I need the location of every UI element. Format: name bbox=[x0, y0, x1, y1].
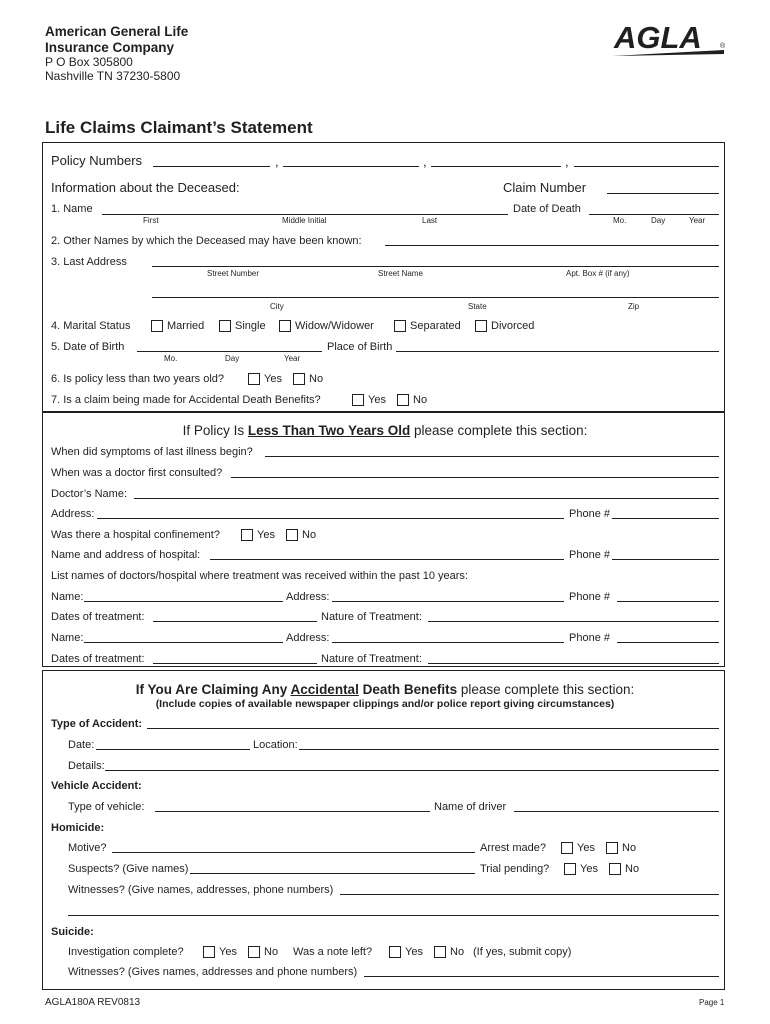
nature-treatment-field-2[interactable] bbox=[428, 663, 719, 664]
claim-number-field[interactable] bbox=[607, 193, 719, 194]
middle-initial-caption: Middle Initial bbox=[282, 216, 327, 225]
doctor-name-field[interactable] bbox=[134, 498, 719, 499]
place-of-birth-label: Place of Birth bbox=[327, 341, 393, 353]
two-year-title-suffix: please complete this section: bbox=[410, 423, 588, 438]
married-checkbox[interactable] bbox=[151, 320, 163, 332]
year-caption: Year bbox=[689, 216, 706, 225]
separated-label: Separated bbox=[410, 320, 461, 332]
arrest-made-label: Arrest made? bbox=[480, 842, 547, 854]
treatment-phone-field-2[interactable] bbox=[617, 642, 719, 643]
company-name bbox=[45, 24, 188, 56]
company-name-line2: Insurance Company bbox=[45, 40, 175, 55]
dob-day-caption: Day bbox=[225, 354, 240, 363]
treatment-address-field-1[interactable] bbox=[332, 601, 564, 602]
divorced-label: Divorced bbox=[491, 320, 535, 332]
no-label: No bbox=[622, 842, 637, 854]
accident-location-field[interactable] bbox=[299, 749, 719, 750]
claim-number-label: Claim Number bbox=[503, 180, 587, 195]
dates-treatment-field-1[interactable] bbox=[153, 621, 317, 622]
motive-label: Motive? bbox=[68, 842, 107, 854]
note-left-no-checkbox[interactable] bbox=[434, 946, 446, 958]
homicide-witnesses-field-2[interactable] bbox=[68, 915, 719, 916]
treatment-name-label-2: Name: bbox=[51, 632, 84, 644]
policy-number-field-3[interactable] bbox=[431, 166, 561, 167]
treatment-name-field-1[interactable] bbox=[84, 601, 283, 602]
investigation-complete-label: Investigation complete? bbox=[68, 946, 184, 958]
homicide-witnesses-field[interactable] bbox=[340, 894, 719, 895]
city-caption: City bbox=[270, 302, 284, 311]
name-of-driver-label: Name of driver bbox=[434, 801, 507, 813]
street-number-caption: Street Number bbox=[207, 269, 260, 278]
yes-label: Yes bbox=[405, 946, 423, 958]
type-of-accident-field[interactable] bbox=[147, 728, 719, 729]
form-code: AGLA180A REV0813 bbox=[45, 997, 141, 1008]
suicide-label: Suicide: bbox=[51, 926, 94, 938]
arrest-made-yes-checkbox[interactable] bbox=[561, 842, 573, 854]
married-label: Married bbox=[167, 320, 205, 332]
doctor-consulted-label: When was a doctor first consulted? bbox=[51, 467, 223, 479]
treatment-address-label-1: Address: bbox=[286, 591, 330, 603]
trial-pending-yes-checkbox[interactable] bbox=[564, 863, 576, 875]
hospital-confinement-label: Was there a hospital confinement? bbox=[51, 529, 220, 541]
marital-status-label: 4. Marital Status bbox=[51, 320, 131, 332]
form-title: Life Claims Claimant’s Statement bbox=[45, 118, 313, 137]
first-caption: First bbox=[143, 216, 159, 225]
dates-treatment-label-1: Dates of treatment: bbox=[51, 611, 145, 623]
last-address-label: 3. Last Address bbox=[51, 256, 127, 268]
policy-less-two-years-label: 6. Is policy less than two years old? bbox=[51, 373, 225, 385]
comma: , bbox=[565, 154, 569, 169]
separated-checkbox[interactable] bbox=[394, 320, 406, 332]
vehicle-accident-label: Vehicle Accident: bbox=[51, 780, 142, 792]
date-of-death-field[interactable] bbox=[589, 214, 719, 215]
if-yes-submit-note: (If yes, submit copy) bbox=[473, 946, 572, 958]
accidental-claim-yes-checkbox[interactable] bbox=[352, 394, 364, 406]
hospital-confinement-no-checkbox[interactable] bbox=[286, 529, 298, 541]
company-name-line1: American General Life bbox=[45, 24, 189, 39]
accidental-claim-no-checkbox[interactable] bbox=[397, 394, 409, 406]
yes-label: Yes bbox=[580, 863, 598, 875]
type-of-accident-label: Type of Accident: bbox=[51, 718, 143, 730]
comma: , bbox=[423, 154, 427, 169]
no-label: No bbox=[302, 529, 317, 541]
type-of-vehicle-field[interactable] bbox=[155, 811, 430, 812]
accidental-section-title bbox=[0, 682, 770, 697]
doctor-phone-label: Phone # bbox=[569, 508, 610, 520]
symptoms-label: When did symptoms of last illness begin? bbox=[51, 446, 253, 458]
investigation-yes-checkbox[interactable] bbox=[203, 946, 215, 958]
trial-pending-no-checkbox[interactable] bbox=[609, 863, 621, 875]
investigation-no-checkbox[interactable] bbox=[248, 946, 260, 958]
date-of-death-label: Date of Death bbox=[513, 203, 581, 215]
treatment-phone-label-2: Phone # bbox=[569, 632, 610, 644]
arrest-made-no-checkbox[interactable] bbox=[606, 842, 618, 854]
note-left-yes-checkbox[interactable] bbox=[389, 946, 401, 958]
accident-location-label: Location: bbox=[253, 739, 298, 751]
dob-mo-caption: Mo. bbox=[164, 354, 178, 363]
hospital-confinement-yes-checkbox[interactable] bbox=[241, 529, 253, 541]
single-label: Single bbox=[235, 320, 266, 332]
street-address-field[interactable] bbox=[152, 266, 719, 267]
two-year-title-prefix: If Policy Is bbox=[182, 423, 248, 438]
logo-registered: ® bbox=[720, 43, 726, 50]
widow-widower-label: Widow/Widower bbox=[295, 320, 374, 332]
hospital-phone-field[interactable] bbox=[612, 559, 719, 560]
policy-less-two-years-no-checkbox[interactable] bbox=[293, 373, 305, 385]
policy-number-field-1[interactable] bbox=[153, 166, 270, 167]
accidental-death-box bbox=[42, 670, 725, 990]
apt-box-caption: Apt. Box # (if any) bbox=[566, 269, 630, 278]
motive-field[interactable] bbox=[112, 852, 475, 853]
treatment-name-label-1: Name: bbox=[51, 591, 84, 603]
doctor-consulted-field[interactable] bbox=[231, 477, 719, 478]
name-of-driver-field[interactable] bbox=[514, 811, 719, 812]
no-label: No bbox=[309, 373, 324, 385]
info-deceased-heading: Information about the Deceased: bbox=[51, 180, 240, 195]
treatment-address-label-2: Address: bbox=[286, 632, 330, 644]
other-names-field[interactable] bbox=[385, 245, 719, 246]
dates-treatment-label-2: Dates of treatment: bbox=[51, 653, 145, 665]
company-address-line1: P O Box 305800 bbox=[45, 55, 133, 69]
deceased-name-field[interactable] bbox=[102, 214, 508, 215]
homicide-witnesses-label: Witnesses? (Give names, addresses, phone numbers) bbox=[68, 884, 334, 896]
accident-details-label: Details: bbox=[68, 760, 105, 772]
dob-year-caption: Year bbox=[284, 354, 301, 363]
place-of-birth-field[interactable] bbox=[396, 351, 719, 352]
no-label: No bbox=[450, 946, 465, 958]
two-year-title-underlined: Less Than Two Years Old bbox=[247, 423, 411, 438]
yes-label: Yes bbox=[577, 842, 595, 854]
accidental-title-underlined: Accidental bbox=[290, 682, 359, 697]
yes-label: Yes bbox=[257, 529, 275, 541]
suspects-field[interactable] bbox=[190, 873, 475, 874]
mo-caption: Mo. bbox=[613, 216, 627, 225]
zip-caption: Zip bbox=[628, 302, 640, 311]
treatment-phone-field-1[interactable] bbox=[617, 601, 719, 602]
hospital-phone-label: Phone # bbox=[569, 549, 610, 561]
accidental-title-bold-suffix: Death Benefits bbox=[358, 682, 458, 697]
city-state-zip-field[interactable] bbox=[152, 297, 719, 298]
agla-logo bbox=[612, 18, 732, 64]
nature-treatment-label-1: Nature of Treatment: bbox=[321, 611, 422, 623]
nature-treatment-label-2: Nature of Treatment: bbox=[321, 653, 422, 665]
yes-label: Yes bbox=[219, 946, 237, 958]
accidental-claim-label: 7. Is a claim being made for Accidental Death Benefits? bbox=[51, 394, 321, 406]
accident-date-label: Date: bbox=[68, 739, 95, 751]
doctor-address-field[interactable] bbox=[97, 518, 564, 519]
day-caption: Day bbox=[651, 216, 666, 225]
policy-number-field-4[interactable] bbox=[574, 166, 719, 167]
suicide-witnesses-field[interactable] bbox=[364, 976, 719, 977]
doctor-address-label: Address: bbox=[51, 508, 95, 520]
doctor-phone-field[interactable] bbox=[612, 518, 719, 519]
date-of-birth-label: 5. Date of Birth bbox=[51, 341, 125, 353]
suicide-witnesses-label: Witnesses? (Gives names, addresses and phone numbers) bbox=[68, 966, 358, 978]
state-caption: State bbox=[468, 302, 487, 311]
logo-text: AGLA bbox=[614, 20, 702, 55]
homicide-label: Homicide: bbox=[51, 822, 105, 834]
single-checkbox[interactable] bbox=[219, 320, 231, 332]
accidental-subtitle: (Include copies of available newspaper clippings and/or police report giving circumstances) bbox=[155, 698, 615, 710]
yes-label: Yes bbox=[368, 394, 386, 406]
name-label: 1. Name bbox=[51, 203, 93, 215]
accident-details-field[interactable] bbox=[105, 770, 719, 771]
trial-pending-label: Trial pending? bbox=[480, 863, 550, 875]
other-names-label: 2. Other Names by which the Deceased may have been known: bbox=[51, 235, 362, 247]
treatment-phone-label-1: Phone # bbox=[569, 591, 610, 603]
hospital-name-field[interactable] bbox=[210, 559, 564, 560]
symptoms-field[interactable] bbox=[265, 456, 719, 457]
accidental-title-prefix: If You Are Claiming Any bbox=[135, 682, 291, 697]
note-left-label: Was a note left? bbox=[293, 946, 373, 958]
type-of-vehicle-label: Type of vehicle: bbox=[68, 801, 145, 813]
no-label: No bbox=[413, 394, 428, 406]
comma: , bbox=[275, 154, 279, 169]
page-number: Page 1 bbox=[699, 998, 725, 1007]
street-name-caption: Street Name bbox=[378, 269, 423, 278]
widow-widower-checkbox[interactable] bbox=[279, 320, 291, 332]
suspects-label: Suspects? (Give names) bbox=[68, 863, 189, 875]
two-year-section-title bbox=[0, 423, 770, 438]
hospital-name-label: Name and address of hospital: bbox=[51, 549, 201, 561]
doctor-name-label: Doctor’s Name: bbox=[51, 488, 128, 500]
policy-number-field-2[interactable] bbox=[283, 166, 419, 167]
list-doctors-label: List names of doctors/hospital where treatment was received within the past 10 years: bbox=[51, 570, 468, 582]
yes-label: Yes bbox=[264, 373, 282, 385]
date-of-birth-field[interactable] bbox=[137, 351, 322, 352]
divorced-checkbox[interactable] bbox=[475, 320, 487, 332]
dates-treatment-field-2[interactable] bbox=[153, 663, 317, 664]
accidental-title-suffix: please complete this section: bbox=[457, 682, 635, 697]
no-label: No bbox=[625, 863, 640, 875]
company-address-line2: Nashville TN 37230-5800 bbox=[45, 69, 181, 83]
nature-treatment-field-1[interactable] bbox=[428, 621, 719, 622]
treatment-address-field-2[interactable] bbox=[332, 642, 564, 643]
last-caption: Last bbox=[422, 216, 438, 225]
treatment-name-field-2[interactable] bbox=[84, 642, 283, 643]
no-label: No bbox=[264, 946, 279, 958]
policy-numbers-label: Policy Numbers bbox=[51, 153, 143, 168]
accident-date-field[interactable] bbox=[96, 749, 250, 750]
policy-less-two-years-yes-checkbox[interactable] bbox=[248, 373, 260, 385]
